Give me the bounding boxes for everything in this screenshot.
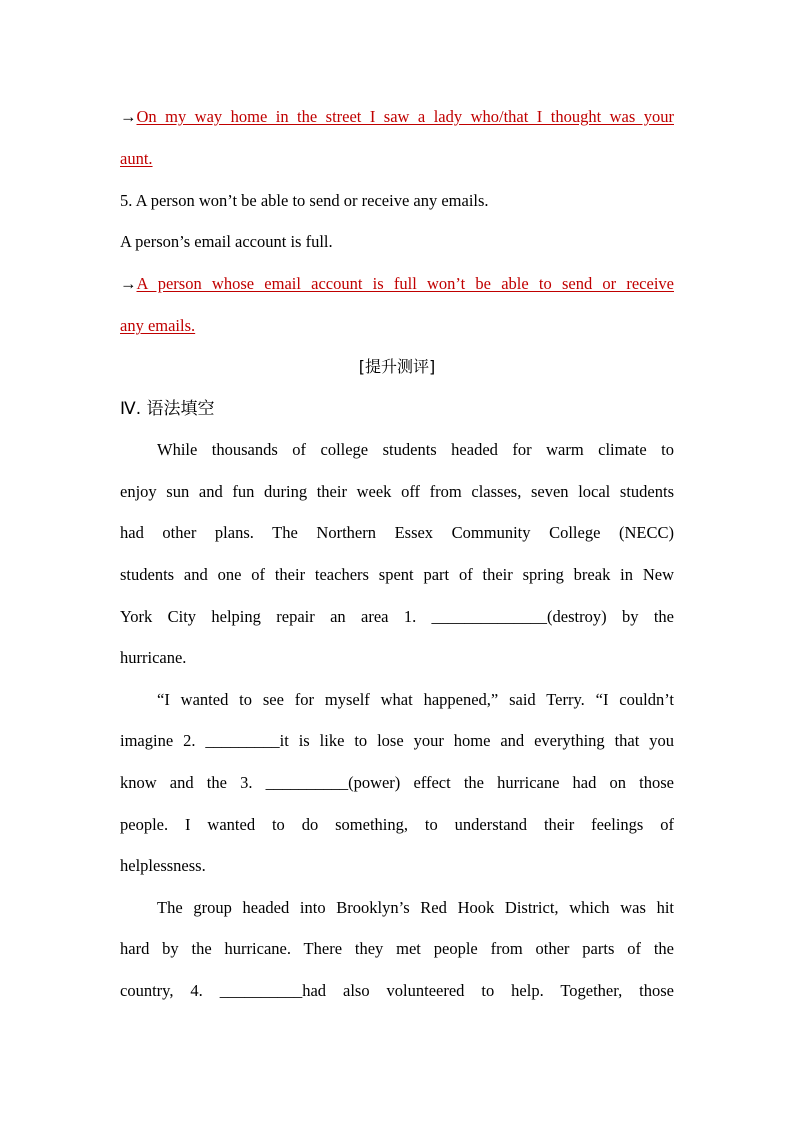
- passage-p2-line1: “I wanted to see for myself what happened,” said Terry. “I couldn’t: [157, 690, 674, 709]
- passage-p1-line3: had other plans. The Northern Essex Community College (NECC): [120, 523, 674, 542]
- passage-p2-line5: helplessness.: [120, 856, 206, 875]
- item5-question: 5. A person won’t be able to send or receive any emails.: [120, 191, 489, 210]
- arrow-icon: →: [120, 107, 137, 126]
- passage-p1-line1: While thousands of college students headed for warm climate to: [157, 440, 674, 459]
- item5-sentence: A person’s email account is full.: [120, 232, 333, 251]
- item4-answer-line2: [120, 148, 674, 170]
- item4-answer-text: On my way home in the street I saw a lady who/that I thought was your: [136, 107, 674, 126]
- passage-p2-line2: imagine 2. _________it is like to lose your home and everything that you: [120, 731, 674, 750]
- passage-p1-line2: enjoy sun and fun during their week off from classes, seven local students: [120, 482, 674, 501]
- item5-answer-text: A person whose email account is full won’t be able to send or receive: [136, 274, 674, 293]
- passage-p1-line6: hurricane.: [120, 648, 187, 667]
- passage-p1-line5: York City helping repair an area 1. ______________(destroy) by the: [120, 607, 674, 626]
- passage-p1-line4: students and one of their teachers spent part of their spring break in New: [120, 565, 674, 584]
- arrow-icon: →: [120, 274, 137, 293]
- item5-answer-line2: [120, 315, 674, 337]
- item5-answer-line1: [120, 273, 674, 295]
- section-header: [提升测评]: [358, 357, 436, 376]
- item4-answer-text-cont: aunt.: [120, 149, 153, 168]
- passage-p2-line3: know and the 3. __________(power) effect the hurricane had on those: [120, 773, 674, 792]
- item4-answer-line1: [120, 106, 674, 128]
- passage-p2-line4: people. I wanted to do something, to understand their feelings of: [120, 815, 674, 834]
- item5-answer-text-cont: any emails.: [120, 316, 196, 335]
- passage-p3-line2: hard by the hurricane. There they met people from other parts of the: [120, 939, 674, 958]
- passage-p3-line3: country, 4. __________had also volunteered to help. Together, those: [120, 981, 674, 1000]
- part-title: Ⅳ. 语法填空: [120, 399, 215, 419]
- passage-p3-line1: The group headed into Brooklyn’s Red Hook District, which was hit: [157, 898, 674, 917]
